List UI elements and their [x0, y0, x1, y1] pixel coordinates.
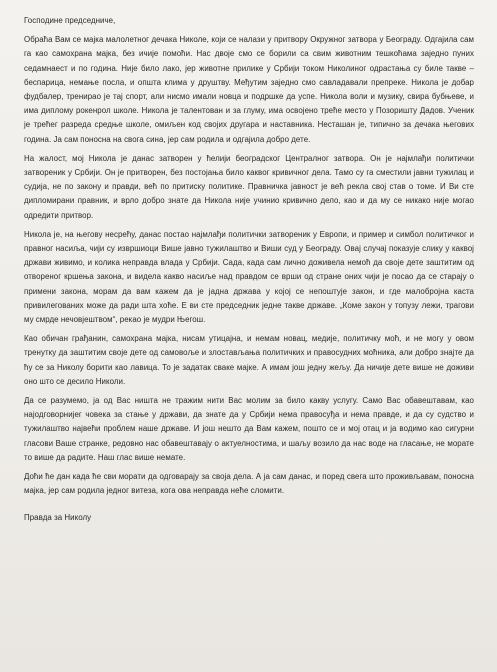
paragraph-3: Никола је, на његову несрећу, данас постао најмлађи политички затвореник у Европи, и пример и симбол политичког и правног насиља, чији су извршиоци Више јавно тужилаштво и Виши суд у Београду. Овај случај показује слику у каквој држави живимо, и колика неправда влада у Србији. Сада, када сам лично доживела немоћ да своје дете заштитим од отвореног кршења закона, и видела какво насиље над правдом се врши од стране оних чији је посао да се старају о примени закона, морам да вам кажем да је јадна држава у којој се непоштује закон, и где малобројна каста привилегованих може да ради шта хоће. Е ви сте председник једне такве државе. „Коме закон у топузу лежи, трагови му смрде нечовјештвом“, рекао је мудри Његош.: [24, 229, 474, 325]
closing-line: Правда за Николу: [24, 512, 92, 522]
paragraph-2: На жалост, мој Никола је данас затворен у ћелији београдског Централног затвора. Он је најмлађи политички затвореник у Србији. Он је притворен, без постојања било каквог кривичног дела. Тамо су га сместили јавни тужилац и судија, не по закону и правди, већ по притиску политике. Правничка јавност је већ рекла свој став о томе. И Ви сте дипломирани правник, и врло добро знате да Никола није учинио кривично дело, као и да му се никако није могао одредити притвор.: [24, 153, 474, 220]
paragraph-5: Да се разумемо, ја од Вас ништа не тражим нити Вас молим за било какву услугу. Само Вас обавештавам, као најодговорнијег човека за стање у држави, да знате да у Србији нема правосуђа и нема правде, и да су судство и тужилаштво највећи проблем наше државе. И још нешто да Вам кажем, пошто се и мој отац и ја водимо као сигурни гласови Ваше странке, редовно нас обавештавају о актуелностима, и шаљу возило да нас воде на гласање, не морате то више да радите. Наш глас више немате.: [24, 396, 474, 462]
letter-body: [24, 14, 474, 533]
paragraph-4: Као обичан грађанин, самохрана мајка, нисам утицајна, и немам новац, медије, политичку моћ, и не могу у овом тренутку да заштитим своје дете од самовоље и злостављања политичких и правосудних моћника, али добро знајте да ћу се за Николу борити као лавица. То је задатак сваке мајке. А имам још једну жељу. Да ничије дете више не доживи оно што се десило Николи.: [24, 334, 474, 386]
paragraph-1: Обраћа Вам се мајка малолетног дечака Николе, који се налази у притвору Окружног затвора у Београду. Одгајила сам га као самохрана мајка, без ичије помоћи. Нас двоје смо се борили са свим животним тешкоћама заједно пуних седамнаест и по година. Није било лако, јер животне прилике у Србији током Николиног одрастања су биле такве – беспарица, немање посла, и општа клима у друштву. Међутим заједно смо савладавали препреке. Никола је добар фудбалер, тренирао је тај спорт, али нисмо имали новца и подршке да успе. Никола воли и музику, свира бубњеве, и има диплому рокенрол школе. Никола је талентован и за глуму, има освојено треће место у Позоришту Дадов. Ученик је трећег разреда средње школе, омиљен код својих другара и наставника. Несташан је, типично за дечака његових година. Ја сам поносна на свога сина, јер сам родила и одгајила добро дете.: [24, 35, 474, 144]
salutation: Господине председниче,: [24, 16, 116, 25]
paragraph-6: Доћи ће дан када ће сви морати да одговарају за своја дела. А ја сам данас, и поред свега што проживљавам, поносна мајка, јер сам родила једног витеза, кога ова неправда неће сломити.: [24, 472, 474, 496]
